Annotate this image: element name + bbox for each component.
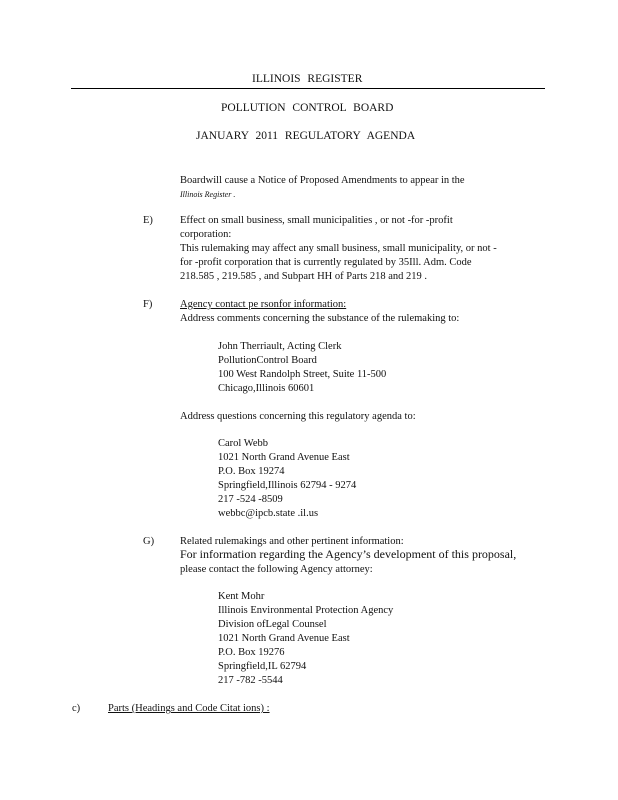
section-g-info-line: For information regarding the Agency’s development of this proposal, [180,547,517,561]
contact1-line-2: PollutionControl Board [218,355,317,366]
contact2-line-5: 217 -524 -8509 [218,494,283,505]
section-c-heading: Parts (Headings and Code Citat ions) : [108,703,270,714]
section-g-marker: G) [143,536,155,547]
intro-line-2: Illinois Register . [180,190,236,199]
contact3-line-3: Division ofLegal Counsel [218,619,327,630]
contact2-line-3: P.O. Box 19274 [218,466,285,477]
contact2-line-4: Springfield,Illinois 62794 - 9274 [218,480,357,491]
contact3-line-2: Illinois Environmental Protection Agency [218,605,394,616]
section-e-marker: E) [143,215,153,226]
contact2-line-2: 1021 North Grand Avenue East [218,452,350,463]
contact3-line-6: Springfield,IL 62794 [218,661,307,672]
section-f-address-line: Address comments concerning the substance of the rulemaking to: [180,313,460,324]
section-e-line-3: This rulemaking may affect any small business, small municipality, or not - [180,243,497,254]
intro-line-1: Boardwill cause a Notice of Proposed Amendments to appear in the [180,175,465,186]
section-f-questions-line: Address questions concerning this regulatory agenda to: [180,411,416,422]
section-e-line-1: Effect on small business, small municipalities , or not -for -profit [180,215,453,226]
contact3-line-5: P.O. Box 19276 [218,647,285,658]
contact3-line-7: 217 -782 -5544 [218,675,283,686]
contact3-line-1: Kent Mohr [218,591,265,602]
contact2-line-1: Carol Webb [218,438,268,449]
contact1-line-4: Chicago,Illinois 60601 [218,383,315,394]
contact1-line-1: John Therriault, Acting Clerk [218,341,342,352]
header-rule [71,88,545,89]
board-title: POLLUTION CONTROL BOARD [221,102,394,114]
section-f-heading: Agency contact pe rsonfor information: [180,299,347,310]
contact3-line-4: 1021 North Grand Avenue East [218,633,350,644]
contact1-line-3: 100 West Randolph Street, Suite 11-500 [218,369,387,380]
section-f-marker: F) [143,299,153,310]
section-c-marker: c) [72,703,81,714]
section-e-line-2: corporation: [180,229,232,240]
register-title: ILLINOIS REGISTER [252,73,363,85]
contact2-email: webbc@ipcb.state .il.us [218,508,319,519]
section-g-heading: Related rulemakings and other pertinent information: [180,536,404,547]
agenda-title: JANUARY 2011 REGULATORY AGENDA [196,130,416,142]
section-g-please-line: please contact the following Agency attorney: [180,564,373,575]
section-e-line-4: for -profit corporation that is currently regulated by 35Ill. Adm. Code [180,257,472,268]
section-e-line-5: 218.585 , 219.585 , and Subpart HH of Parts 218 and 219 . [180,271,428,282]
